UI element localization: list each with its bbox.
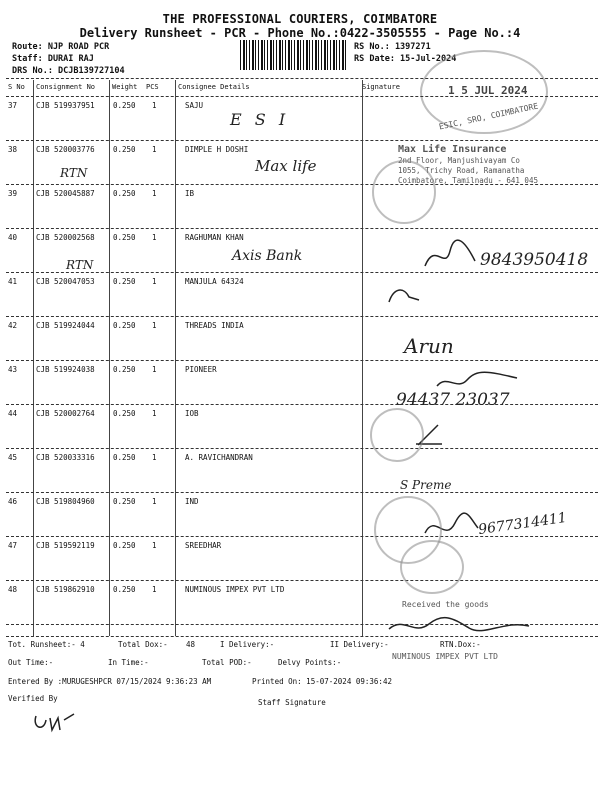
row-pcs: 1	[152, 189, 157, 198]
total-pod: Total POD:-	[202, 658, 252, 667]
row-rule	[6, 140, 598, 141]
handwriting-axis-bank: Axis Bank	[232, 248, 303, 264]
row-weight: 0.250	[113, 541, 136, 550]
verifier-signature	[30, 706, 80, 736]
row-rule	[6, 580, 598, 581]
in-time: In Time:-	[108, 658, 149, 667]
signature-scribble	[432, 366, 522, 396]
staff-label: Staff: DURAI RAJ	[12, 54, 94, 64]
row-consignee: PIONEER	[185, 365, 217, 374]
handwriting-name: S Preme	[400, 478, 452, 492]
rs-date-label: RS Date: 15-Jul-2024	[354, 54, 457, 64]
row-pcs: 1	[152, 541, 157, 550]
row-sno: 46	[8, 497, 18, 506]
delvy-points: Delvy Points:-	[278, 658, 342, 667]
row-weight: 0.250	[113, 277, 136, 286]
maxlife-stamp-line: Coimbatore, Tamilnadu - 641 045	[398, 176, 538, 185]
row-weight: 0.250	[113, 409, 136, 418]
tot-runsheet: Tot. Runsheet:- 4	[8, 640, 85, 649]
row-pcs: 1	[152, 145, 157, 154]
handwriting-rtn: RTN	[66, 258, 94, 272]
ii-delivery: II Delivery:-	[330, 640, 389, 649]
row-weight: 0.250	[113, 585, 136, 594]
row-consignee: IB	[185, 189, 195, 198]
total-dox-label: Total Dox:-	[118, 640, 168, 649]
row-weight: 0.250	[113, 233, 136, 242]
signature-scribble	[420, 236, 480, 276]
col-weight: Weight	[112, 83, 138, 91]
row-consignment: CJB 519924038	[36, 365, 95, 374]
row-consignment: CJB 519937951	[36, 101, 95, 110]
row-pcs: 1	[152, 277, 157, 286]
handwriting-rtn: RTN	[60, 166, 88, 180]
drs-label: DRS No.: DCJB139727104	[12, 66, 125, 76]
row-sno: 37	[8, 101, 18, 110]
row-consignee: SAJU	[185, 101, 204, 110]
row-sno: 44	[8, 409, 18, 418]
staff-signature: Staff Signature	[258, 698, 326, 707]
signature-scribble	[384, 282, 424, 312]
row-rule	[6, 316, 598, 317]
row-consignee: DIMPLE H DOSHI	[185, 145, 249, 154]
col-consignment: Consignment No	[36, 83, 96, 91]
handwriting-esi: E S I	[230, 110, 290, 129]
row-consignment: CJB 520047053	[36, 277, 95, 286]
row-consignment: CJB 519924044	[36, 321, 95, 330]
round-stamp	[400, 540, 464, 594]
row-consignment: CJB 520003776	[36, 145, 95, 154]
row-pcs: 1	[152, 321, 157, 330]
row-weight: 0.250	[113, 145, 136, 154]
signature-scribble	[384, 614, 534, 638]
round-stamp	[370, 408, 424, 462]
date-stamp-text: 1 5 JUL 2024	[448, 84, 528, 97]
row-consignee: IND	[185, 497, 199, 506]
maxlife-stamp-line: 2nd Floor, Manjushivayam Co	[398, 156, 520, 165]
row-sno: 47	[8, 541, 18, 550]
header-top-rule	[6, 78, 598, 79]
runsheet-subtitle: Delivery Runsheet - PCR - Phone No.:0422-3505555 - Page No.:4	[79, 26, 521, 40]
received-goods-text: Received the goods	[402, 600, 489, 609]
row-consignment: CJB 519804960	[36, 497, 95, 506]
table-row	[0, 185, 600, 230]
table-row	[0, 537, 600, 582]
row-sno: 45	[8, 453, 18, 462]
row-sno: 38	[8, 145, 18, 154]
row-consignee: A. RAVICHANDRAN	[185, 453, 253, 462]
table-row	[0, 449, 600, 494]
row-pcs: 1	[152, 233, 157, 242]
row-weight: 0.250	[113, 365, 136, 374]
row-sno: 48	[8, 585, 18, 594]
maxlife-stamp-line: Max Life Insurance	[398, 144, 507, 155]
printed-on: Printed On: 15-07-2024 09:36:42	[252, 677, 392, 686]
row-consignment: CJB 519862910	[36, 585, 95, 594]
row-consignee: IOB	[185, 409, 199, 418]
entered-by: Entered By :MURUGESHPCR 07/15/2024 9:36:23 AM	[8, 677, 212, 686]
row-consignment: CJB 519592119	[36, 541, 95, 550]
row-consignee: RAGHUMAN KHAN	[185, 233, 244, 242]
handwriting-arun: Arun	[404, 334, 454, 358]
row-rule	[6, 492, 598, 493]
col-pcs: PCS	[146, 83, 159, 91]
row-consignment: CJB 520045887	[36, 189, 95, 198]
handwriting-maxlife: Max life	[255, 157, 317, 175]
row-weight: 0.250	[113, 189, 136, 198]
row-sno: 39	[8, 189, 18, 198]
i-delivery: I Delivery:-	[220, 640, 275, 649]
row-pcs: 1	[152, 497, 157, 506]
row-weight: 0.250	[113, 321, 136, 330]
row-pcs: 1	[152, 365, 157, 374]
col-sno: S No	[8, 83, 25, 91]
row-consignment: CJB 520002568	[36, 233, 95, 242]
barcode	[240, 40, 348, 70]
maxlife-stamp-line: 1055, Trichy Road, Ramanatha	[398, 166, 525, 175]
row-rule	[6, 448, 598, 449]
row-sno: 40	[8, 233, 18, 242]
row-sno: 41	[8, 277, 18, 286]
row-pcs: 1	[152, 409, 157, 418]
row-consignee: SREEDHAR	[185, 541, 222, 550]
col-consignee: Consignee Details	[178, 83, 250, 91]
table-row	[0, 273, 600, 318]
row-rule	[6, 272, 598, 273]
row-consignment: CJB 520033316	[36, 453, 95, 462]
row-weight: 0.250	[113, 453, 136, 462]
company-title: THE PROFESSIONAL COURIERS, COIMBATORE	[162, 12, 438, 26]
table-row	[0, 405, 600, 450]
rtn-dox: RTN.Dox:-	[440, 640, 481, 649]
row-consignee: MANJULA 64324	[185, 277, 244, 286]
row-consignee: THREADS INDIA	[185, 321, 244, 330]
round-stamp	[372, 160, 436, 224]
row-rule	[6, 536, 598, 537]
handwriting-phone: 9677314411	[477, 509, 568, 539]
row-rule	[6, 360, 598, 361]
row-pcs: 1	[152, 585, 157, 594]
numinous-stamp-text: NUMINOUS IMPEX PVT LTD	[392, 652, 498, 661]
table-row	[0, 97, 600, 142]
row-pcs: 1	[152, 101, 157, 110]
row-consignee: NUMINOUS IMPEX PVT LTD	[185, 585, 285, 594]
row-weight: 0.250	[113, 497, 136, 506]
total-dox-value: 48	[186, 640, 196, 649]
handwriting-phone: 94437 23037	[396, 390, 510, 410]
row-sno: 42	[8, 321, 18, 330]
rs-no-label: RS No.: 1397271	[354, 42, 431, 52]
table-row	[0, 317, 600, 362]
col-signature: Signature	[362, 83, 400, 91]
row-pcs: 1	[152, 453, 157, 462]
row-sno: 43	[8, 365, 18, 374]
row-weight: 0.250	[113, 101, 136, 110]
handwriting-phone: 9843950418	[480, 250, 589, 270]
out-time: Out Time:-	[8, 658, 54, 667]
esic-stamp-text: ESIC, SRO, COIMBATORE	[438, 101, 539, 132]
row-consignment: CJB 520002764	[36, 409, 95, 418]
route-label: Route: NJP ROAD PCR	[12, 42, 110, 52]
row-rule	[6, 228, 598, 229]
verified-by: Verified By	[8, 694, 58, 703]
